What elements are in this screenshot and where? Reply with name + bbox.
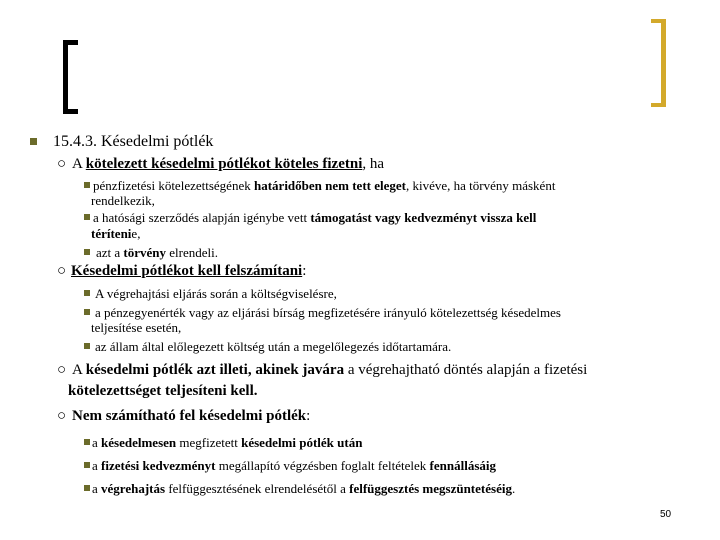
square-bullet-icon: [84, 343, 90, 349]
list-item-continuation: térítenie,: [91, 226, 141, 241]
list-item: a késedelmesen megfizetett késedelmi pótlék után: [84, 435, 362, 451]
square-bullet-icon: [84, 462, 90, 468]
square-bullet-icon: [84, 182, 90, 188]
slide-title: 15.4.3. Késedelmi pótlék: [30, 133, 213, 151]
list-item: pénzfizetési kötelezettségének határidőben nem tett eleget, kivéve, ha törvény másként: [84, 178, 555, 194]
circle-bullet-icon: ○: [57, 156, 67, 172]
list-item: az állam által előlegezett költség után a megelőlegezés időtartamára.: [84, 339, 451, 355]
square-bullet-icon: [84, 214, 90, 220]
square-bullet-icon: [84, 485, 90, 491]
right-bracket-decoration: [651, 19, 666, 107]
list-item: A végrehajtási eljárás során a költségviselésre,: [84, 286, 337, 302]
list-item: a fizetési kedvezményt megállapító végzésben foglalt feltételek fennállásáig: [84, 458, 496, 474]
list-item: a végrehajtás felfüggesztésének elrendelésétől a felfüggesztés megszüntetéséig.: [84, 481, 515, 497]
square-bullet-icon: [84, 290, 90, 296]
left-bracket-decoration: [63, 40, 78, 114]
square-bullet-icon: [30, 138, 37, 145]
circle-bullet-icon: ○: [57, 263, 67, 279]
circle-bullet-icon: ○: [57, 408, 67, 424]
list-item: azt a törvény elrendeli.: [84, 245, 218, 261]
square-bullet-icon: [84, 249, 90, 255]
section-kotelezett: ○ A kötelezett késedelmi pótlékot köteles fizetni, ha: [57, 156, 385, 172]
list-item-continuation: rendelkezik,: [91, 193, 155, 208]
list-item-continuation: teljesítése esetén,: [91, 320, 182, 335]
page-number: 50: [660, 509, 672, 520]
circle-bullet-icon: ○: [57, 362, 67, 378]
section-illeti: ○ A késedelmi pótlék azt illeti, akinek javára a végrehajtható döntés alapján a fizetési: [57, 362, 588, 378]
square-bullet-icon: [84, 309, 90, 315]
list-item: a pénzegyenérték vagy az eljárási bírság megfizetésére irányuló kötelezettség késedelmes: [84, 305, 561, 321]
section-illeti-continuation: kötelezettséget teljesíteni kell.: [68, 383, 258, 399]
section-felszamitani: ○ Késedelmi pótlékot kell felszámítani:: [57, 263, 307, 279]
section-nem-szamithato: ○ Nem számítható fel késedelmi pótlék:: [57, 408, 311, 424]
list-item: a hatósági szerződés alapján igénybe vett támogatást vagy kedvezményt vissza kell: [84, 210, 536, 226]
square-bullet-icon: [84, 439, 90, 445]
